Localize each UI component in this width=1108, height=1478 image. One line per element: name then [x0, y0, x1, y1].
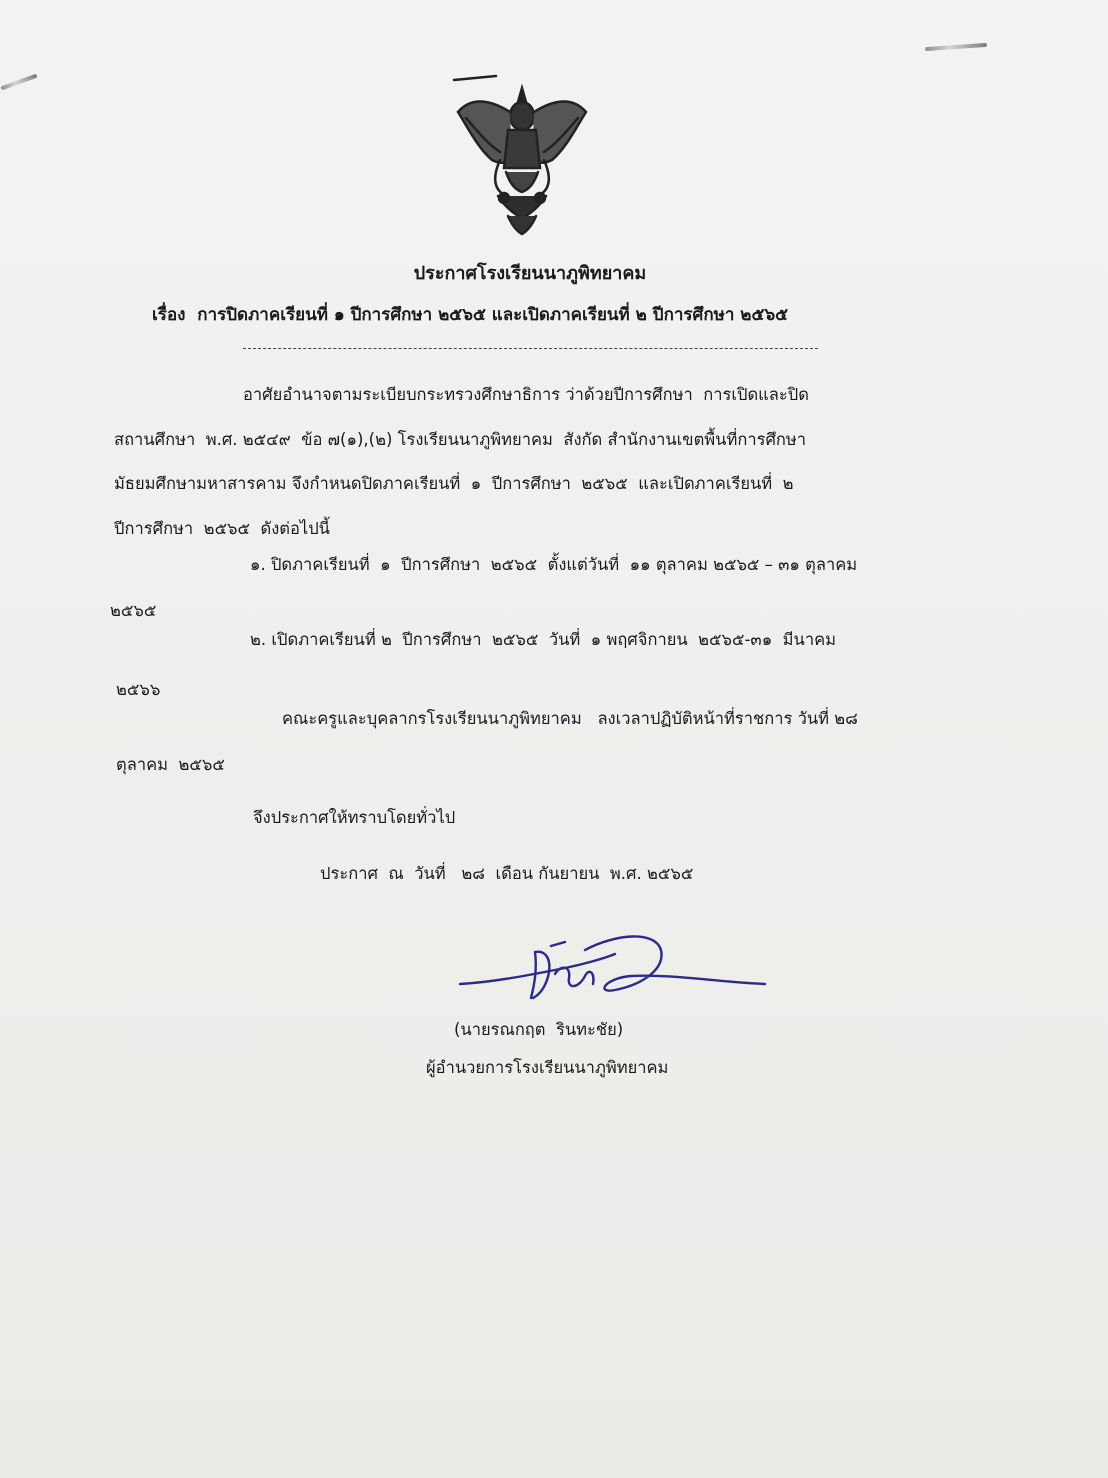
garuda-emblem	[448, 68, 596, 236]
announcement-date: ประกาศ ณ วันที่ ๒๘ เดือน กันยายน พ.ศ. ๒๕๖๕	[320, 864, 694, 883]
body-line: ปีการศึกษา ๒๕๖๕ ดังต่อไปนี้	[114, 519, 330, 538]
body-line: ๒๕๖๕	[110, 601, 157, 620]
body-line: ตุลาคม ๒๕๖๕	[116, 755, 225, 774]
signer-name: (นายรณกฤต รินทะชัย)	[454, 1020, 624, 1039]
staple-right	[925, 43, 987, 51]
signer-position: ผู้อำนวยการโรงเรียนนาภูพิทยาคม	[426, 1058, 669, 1077]
body-line: สถานศึกษา พ.ศ. ๒๕๔๙ ข้อ ๗(๑),(๒) โรงเรียนนาภูพิทยาคม สังกัด สำนักงานเขตพื้นที่การศึกษา	[114, 430, 807, 449]
closing-line: จึงประกาศให้ทราบโดยทั่วไป	[253, 808, 456, 827]
body-line: ๒. เปิดภาคเรียนที่ ๒ ปีการศึกษา ๒๕๖๕ วันที่ ๑ พฤศจิกายน ๒๕๖๕-๓๑ มีนาคม	[250, 630, 836, 649]
separator-line	[243, 348, 818, 349]
body-line: ๑. ปิดภาคเรียนที่ ๑ ปีการศึกษา ๒๕๖๕ ตั้งแต่วันที่ ๑๑ ตุลาคม ๒๕๖๕ – ๓๑ ตุลาคม	[250, 555, 858, 574]
body-line: อาศัยอำนาจตามระเบียบกระทรวงศึกษาธิการ ว่าด้วยปีการศึกษา การเปิดและปิด	[243, 385, 809, 404]
body-line: ๒๕๖๖	[116, 680, 161, 699]
body-line: มัธยมศึกษามหาสารคาม จึงกำหนดปิดภาคเรียนที่ ๑ ปีการศึกษา ๒๕๖๕ และเปิดภาคเรียนที่ ๒	[114, 474, 794, 493]
announcement-subject: เรื่อง การปิดภาคเรียนที่ ๑ ปีการศึกษา ๒๕๖๕ และเปิดภาคเรียนที่ ๒ ปีการศึกษา ๒๕๖๕	[152, 305, 789, 325]
body-line: คณะครูและบุคลากรโรงเรียนนาภูพิทยาคม ลงเวลาปฏิบัติหน้าที่ราชการ วันที่ ๒๘	[282, 709, 858, 728]
staple-left	[0, 74, 37, 91]
signature	[455, 928, 770, 1008]
announcement-title: ประกาศโรงเรียนนาภูพิทยาคม	[413, 263, 647, 284]
